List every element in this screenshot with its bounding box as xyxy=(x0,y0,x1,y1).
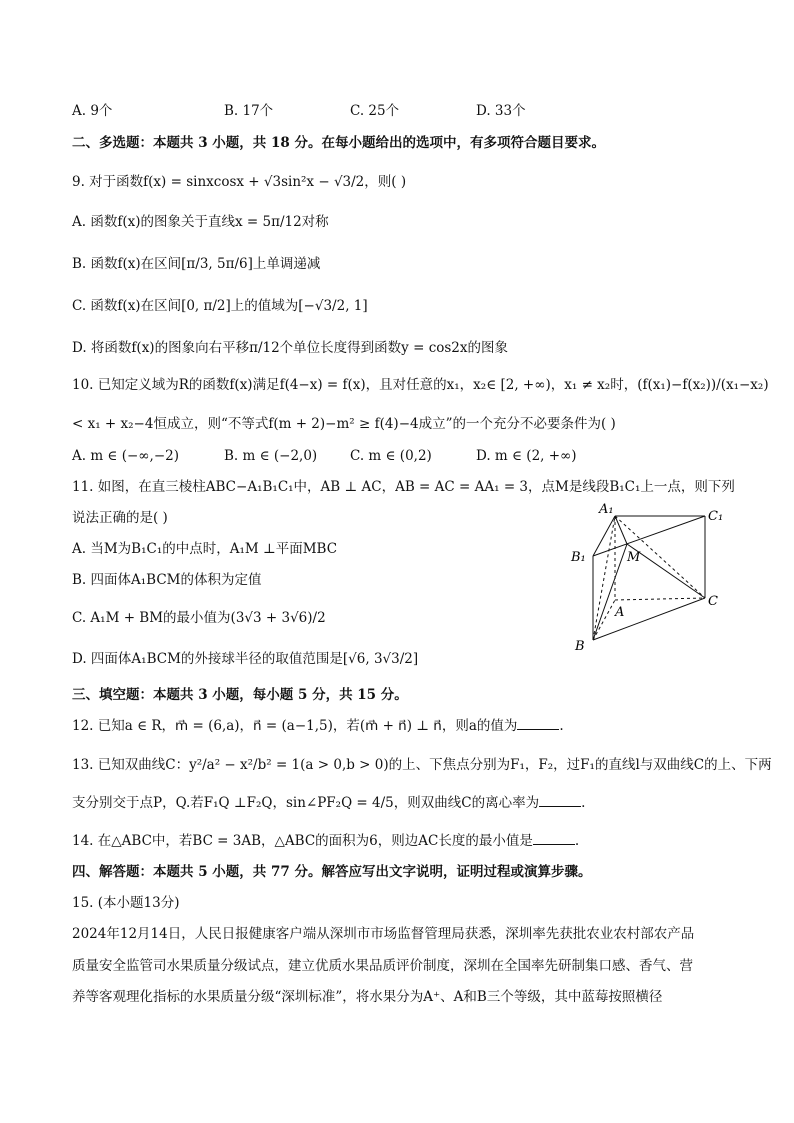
q9-stem: 9. 对于函数f(x) = sinxcosx + √3sin²x − √3/2，则( ) xyxy=(72,174,407,190)
q12-answer-blank[interactable] xyxy=(517,717,559,730)
q13-answer-blank[interactable] xyxy=(539,794,581,807)
q14-text: 14. 在△ABC中，若BC = 3AB，△ABC的面积为6，则边AC长度的最小值是 xyxy=(72,833,533,849)
q11-option-d: D. 四面体A₁BCM的外接球半径的取值范围是[√6, 3√3/2] xyxy=(72,651,419,667)
q8-options xyxy=(72,101,526,121)
q10-option-a: A. m ∈ (−∞,−2) xyxy=(72,448,179,464)
q10-option-c: C. m ∈ (0,2) xyxy=(350,448,432,464)
q8-option-b: B. 17个 xyxy=(224,103,274,119)
q10-line1: 10. 已知定义域为R的函数f(x)满足f(4−x) = f(x)，且对任意的x₁，x₂∈ [2, +∞)，x₁ ≠ x₂时，(f(x₁)−f(x₂))/(x₁−x₂) xyxy=(72,377,769,393)
prism-figure xyxy=(565,498,730,658)
q12 xyxy=(72,716,564,736)
q9-option-a: A. 函数f(x)的图象关于直线x = 5π/12对称 xyxy=(72,214,329,230)
q14 xyxy=(72,831,579,851)
q14-answer-blank[interactable] xyxy=(533,832,575,845)
q9-option-b: B. 函数f(x)在区间[π/3, 5π/6]上单调递减 xyxy=(72,256,321,272)
q14-period: . xyxy=(574,833,580,849)
q11-line2: 说法正确的是( ) xyxy=(72,510,168,526)
q15-para-line2: 质量安全监管司水果质量分级试点，建立优质水果品质评价制度，深圳在全国率先研制集口感、香气、营 xyxy=(72,958,693,974)
section-4-heading: 四、解答题：本题共 5 小题，共 77 分。解答应写出文字说明，证明过程或演算步骤。 xyxy=(72,864,592,880)
q13-line1: 13. 已知双曲线C：y²/a² − x²/b² = 1(a > 0,b > 0)的上、下焦点分别为F₁，F₂，过F₁的直线l与双曲线C的上、下两 xyxy=(72,757,772,773)
q15-title: 15. (本小题13分) xyxy=(72,895,180,911)
q8-option-c: C. 25个 xyxy=(350,103,400,119)
label-c: C xyxy=(708,594,718,609)
label-a: A xyxy=(615,605,625,620)
q11-line1: 11. 如图，在直三棱柱ABC−A₁B₁C₁中，AB ⊥ AC，AB = AC = AA₁ = 3，点M是线段B₁C₁上一点，则下列 xyxy=(72,479,735,495)
q9-option-d: D. 将函数f(x)的图象向右平移π/12个单位长度得到函数y = cos2x的图象 xyxy=(72,340,509,356)
q11-option-b: B. 四面体A₁BCM的体积为定值 xyxy=(72,572,262,588)
q8-option-d: D. 33个 xyxy=(476,103,526,119)
q15-para-line3: 养等客观理化指标的水果质量分级“深圳标准”，将水果分为A⁺、A和B三个等级，其中蓝莓按照横径 xyxy=(72,989,663,1005)
q12-text: 12. 已知a ∈ R，m⃗ = (6,a)，n⃗ = (a−1,5)，若(m⃗ + n⃗) ⊥ n⃗，则a的值为 xyxy=(72,718,518,734)
label-a1: A₁ xyxy=(599,502,614,517)
q10-option-b: B. m ∈ (−2,0) xyxy=(224,448,318,464)
label-c1: C₁ xyxy=(708,509,724,524)
label-b: B xyxy=(575,639,585,654)
q10-line2: < x₁ + x₂−4恒成立，则“不等式f(m + 2)−m² ≥ f(4)−4成立”的一个充分不必要条件为( ) xyxy=(72,416,616,432)
q12-period: . xyxy=(559,718,564,734)
q13-period: . xyxy=(581,795,586,811)
q9-option-c: C. 函数f(x)在区间[0, π/2]上的值域为[−√3/2, 1] xyxy=(72,298,368,314)
label-b1: B₁ xyxy=(571,550,586,565)
q11-option-c: C. A₁M + BM的最小值为(3√3 + 3√6)/2 xyxy=(72,610,326,626)
q15-para-line1: 2024年12月14日，人民日报健康客户端从深圳市市场监督管理局获悉，深圳率先获批农业农村部农产品 xyxy=(72,926,695,942)
q11-option-a: A. 当M为B₁C₁的中点时，A₁M ⊥平面MBC xyxy=(72,541,338,557)
label-m: M xyxy=(627,550,641,565)
q13-line2 xyxy=(72,793,585,813)
section-3-heading: 三、填空题：本题共 3 小题，每小题 5 分，共 15 分。 xyxy=(72,687,408,703)
section-2-heading: 二、多选题：本题共 3 小题，共 18 分。在每小题给出的选项中，有多项符合题目要求。 xyxy=(72,135,605,151)
q10-option-d: D. m ∈ (2, +∞) xyxy=(476,448,577,464)
q13-text: 支分别交于点P，Q.若F₁Q ⊥F₂Q，sin∠PF₂Q = 4/5，则双曲线C的离心率为 xyxy=(72,795,540,811)
q10-options xyxy=(72,446,577,466)
q8-option-a: A. 9个 xyxy=(72,103,113,119)
